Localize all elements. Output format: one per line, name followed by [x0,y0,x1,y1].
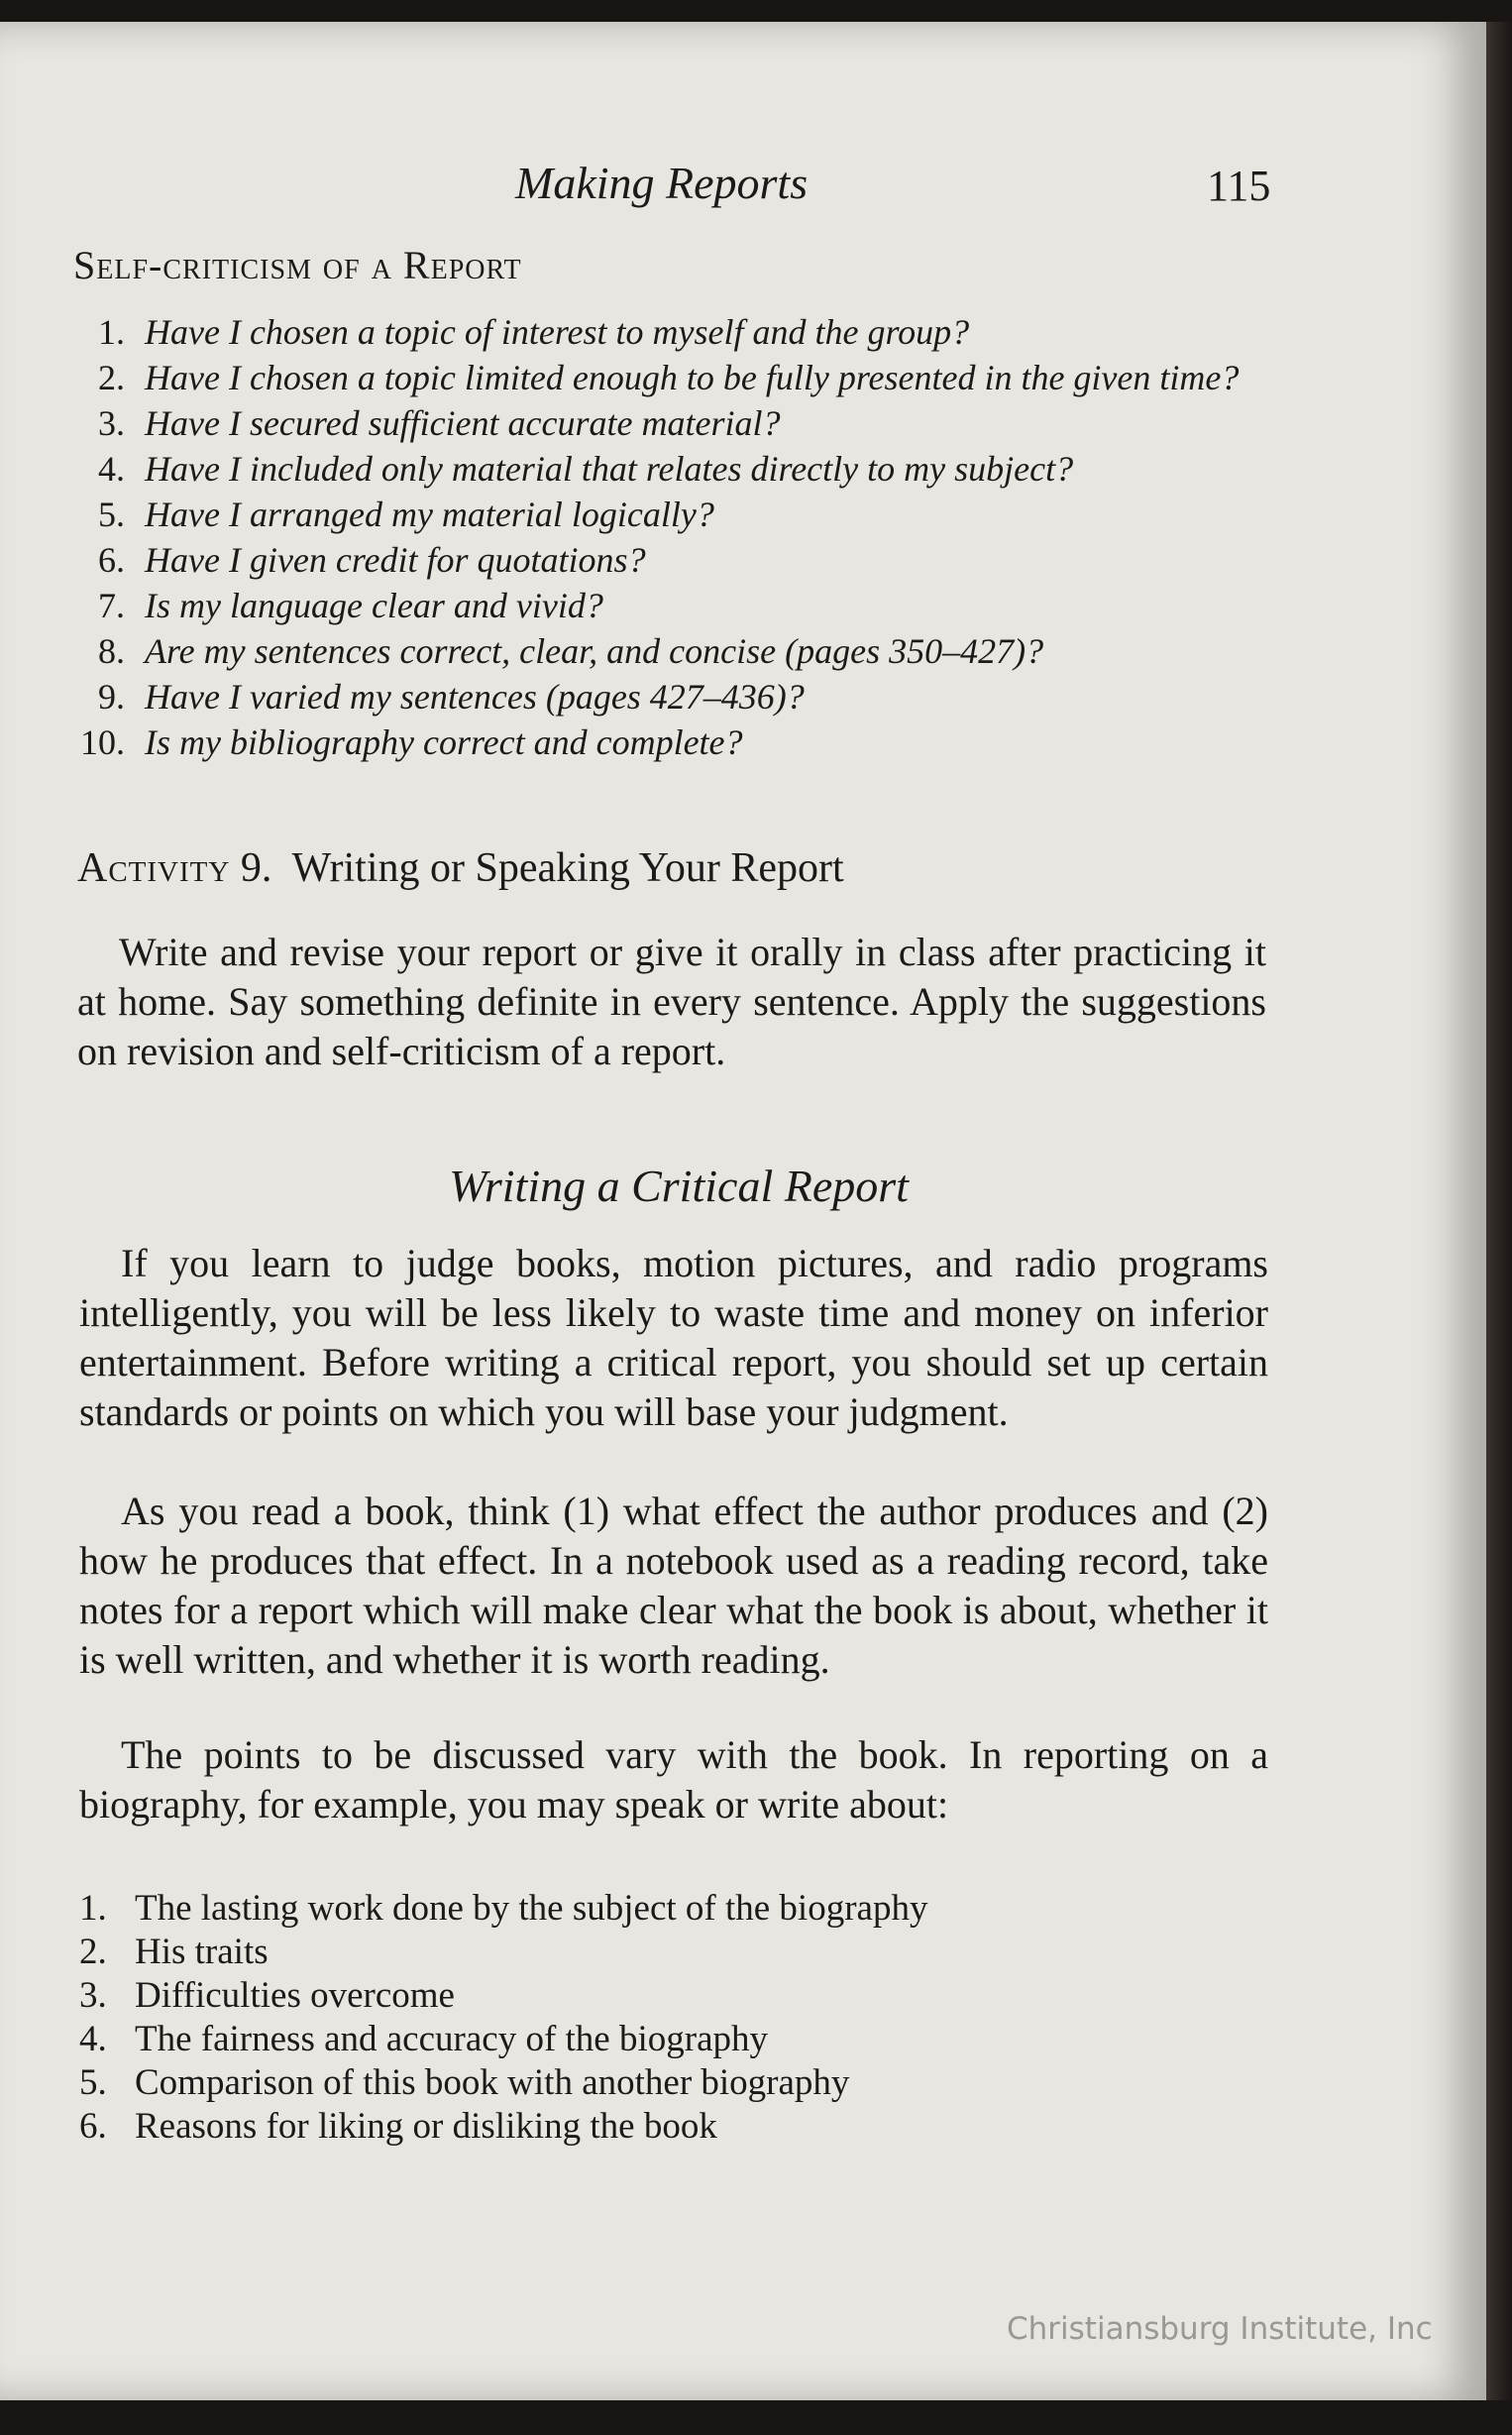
activity-label: Activity [77,845,231,891]
checklist-item [73,537,1282,583]
item-number: 7. [98,586,125,625]
list-item [79,1887,1268,1931]
activity-number: 9. [240,845,272,891]
item-number: 1. [79,1888,107,1929]
item-number: 3. [79,1975,107,2016]
body-paragraph: As you read a book, think (1) what effect the author produces and (2) how he produces that effect. In a notebook used as a reading record, take notes for a report which will make clear what the book is about, whether it is well written, and whether it is worth reading. [79,1489,1268,1682]
running-title: Making Reports [515,158,809,208]
item-number: 6. [98,540,125,580]
checklist-item [73,674,1282,719]
self-criticism-checklist [73,309,1282,765]
item-text: Have I included only material that relates directly to my subject? [145,449,1074,489]
self-criticism-heading: Self-criticism of a Report [73,243,522,287]
checklist-item [73,355,1282,400]
critical-report-heading: Writing a Critical Report [449,1161,909,1211]
item-text: Have I varied my sentences (pages 427–436)? [145,677,805,717]
item-text: The fairness and accuracy of the biography [135,2019,768,2059]
item-number: 4. [98,449,125,489]
watermark: Christiansburg Institute, Inc [1007,2311,1433,2347]
item-text: Is my bibliography correct and complete? [145,722,743,762]
item-text: Comparison of this book with another biography [135,2062,850,2103]
item-text: Have I given credit for quotations? [145,540,646,580]
item-text: His traits [135,1932,269,1972]
checklist-item [73,719,1282,765]
checklist-item [73,492,1282,537]
checklist-item [73,628,1282,674]
item-number: 1. [98,312,125,352]
body-paragraph: The points to be discussed vary with the book. In reporting on a biography, for example, you may speak or write about: [79,1732,1268,1826]
item-text: Have I chosen a topic limited enough to be fully presented in the given time? [145,358,1240,397]
list-item [79,2105,1268,2149]
item-number: 9. [98,677,125,717]
checklist-item [73,400,1282,446]
item-number: 8. [98,631,125,671]
item-number: 5. [79,2062,107,2103]
item-number: 2. [98,358,125,397]
list-item [79,1974,1268,2018]
item-number: 5. [98,495,125,534]
checklist-item [73,583,1282,628]
list-item [79,2061,1268,2105]
item-text: The lasting work done by the subject of the biography [135,1888,928,1929]
list-item [79,2018,1268,2061]
activity-heading [77,844,844,892]
item-text: Have I secured sufficient accurate material? [145,403,781,443]
running-head [0,157,1278,216]
item-number: 2. [79,1932,107,1972]
activity-title: Writing or Speaking Your Report [291,845,844,891]
item-text: Is my language clear and vivid? [145,586,603,625]
activity-paragraph: Write and revise your report or give it orally in class after practicing it at home. Say something definite in every sentence. Apply the suggestions on revision and self-criticism of a report. [77,930,1266,1073]
list-item [79,1931,1268,1974]
item-number: 3. [98,403,125,443]
item-number: 4. [79,2019,107,2059]
item-text: Reasons for liking or disliking the book [135,2106,717,2147]
biography-points-list [79,1887,1268,2149]
item-text: Have I arranged my material logically? [145,495,714,534]
body-paragraph: If you learn to judge books, motion pictures, and radio programs intelligently, you will be less likely to waste time and money on inferior entertainment. Before writing a critical report, you should set up certain standards or points on which you will base your judgment. [79,1241,1268,1434]
checklist-item [73,446,1282,492]
item-number: 10. [80,722,125,762]
item-text: Difficulties overcome [135,1975,455,2016]
page-number: 115 [1207,162,1271,210]
item-text: Are my sentences correct, clear, and concise (pages 350–427)? [145,631,1044,671]
checklist-item [73,309,1282,355]
item-number: 6. [79,2106,107,2147]
item-text: Have I chosen a topic of interest to myself and the group? [145,312,970,352]
page-edge-shadow [1486,22,1512,2400]
